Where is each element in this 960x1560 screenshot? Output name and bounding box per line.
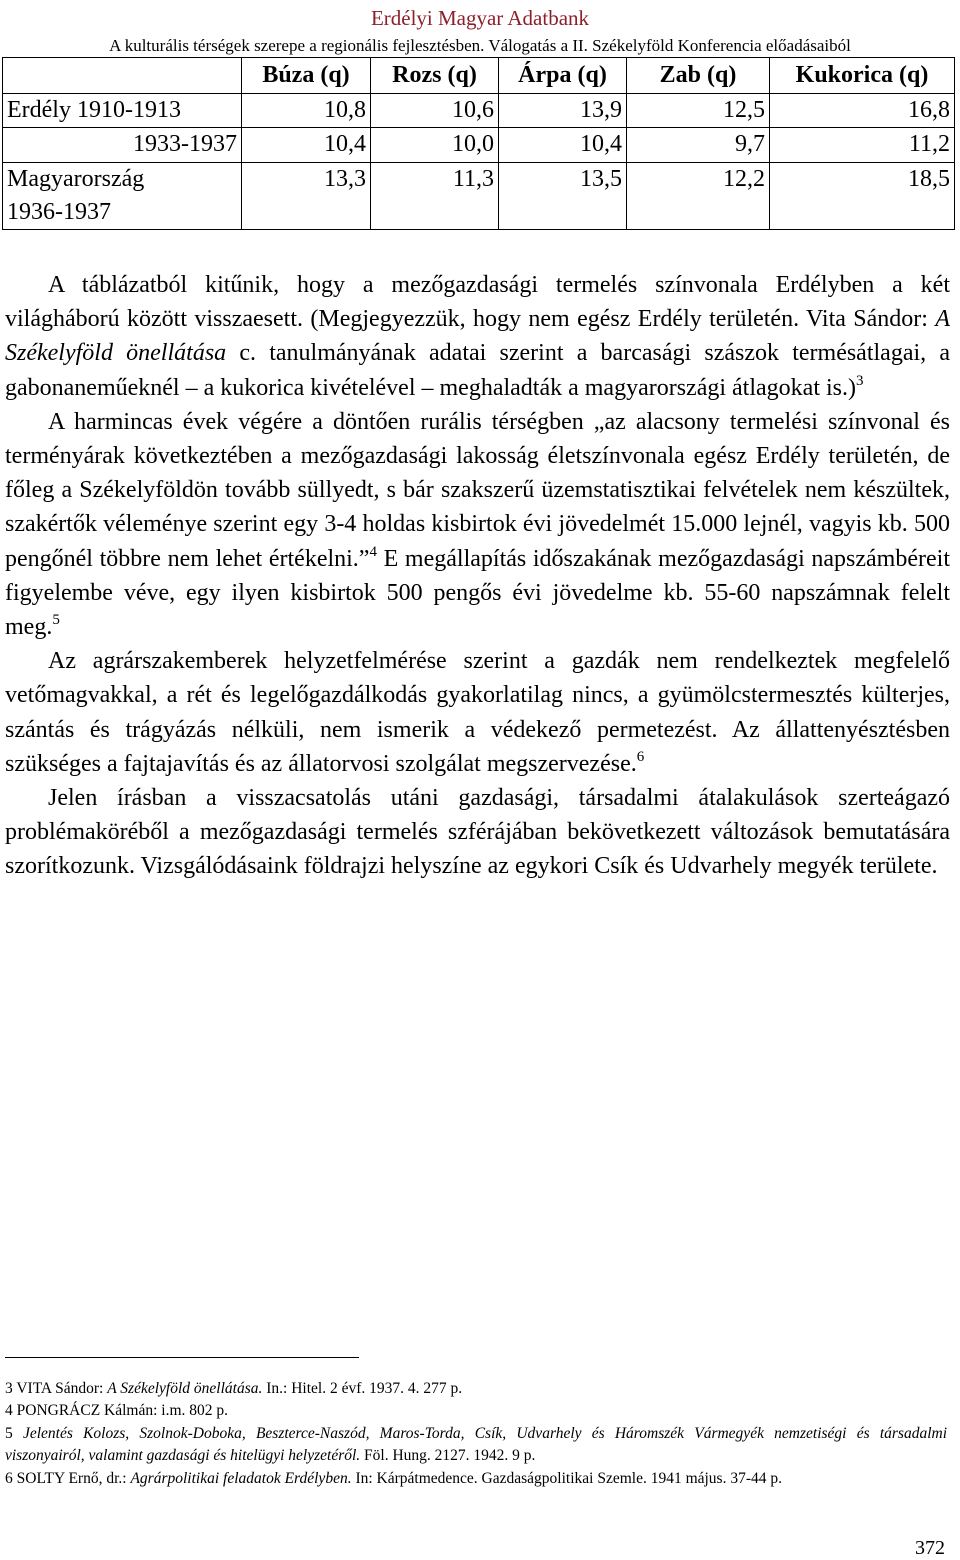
table-cell: 10,4 — [499, 128, 627, 163]
paragraph — [5, 644, 950, 781]
article-body — [5, 268, 950, 884]
table-cell: 11,3 — [371, 163, 499, 230]
column-header: Kukorica (q) — [770, 58, 955, 94]
row-label-period: 1936-1937 — [7, 199, 111, 225]
row-label: Erdély 1910-1913 — [3, 94, 242, 128]
table-cell: 18,5 — [770, 163, 955, 230]
column-header: Rozs (q) — [371, 58, 499, 94]
column-header: Árpa (q) — [499, 58, 627, 94]
footnote-title: Agrárpolitikai feladatok Erdélyben. — [130, 1469, 352, 1487]
row-label-cell — [3, 128, 242, 163]
footnote-ref[interactable]: 3 — [856, 372, 864, 389]
footnote-divider — [5, 1357, 359, 1358]
site-title: Erdélyi Magyar Adatbank — [370, 6, 590, 30]
table-cell: 10,0 — [371, 128, 499, 163]
footnote-6 — [5, 1468, 947, 1490]
paragraph-text: E megállapítás időszakának mezőgazdasági napszámbéreit figyelembe véve, egy ilyen kisbirtok 500 pengős évi jövedelme kb. 55-60 napszámnak felelt meg. — [5, 545, 950, 641]
table-cell: 10,4 — [242, 128, 371, 163]
footnote-text: In.: Hitel. 2 évf. 1937. 4. 277 p. — [262, 1380, 463, 1397]
table-cell: 10,6 — [371, 94, 499, 128]
publication-subtitle: A kulturális térségek szerepe a regionális fejlesztésben. Válogatás a II. Székelyföld Konferencia előadásaiból — [109, 36, 851, 55]
footnotes — [5, 1378, 947, 1490]
footnote-title: Jelentés Kolozs, Szolnok-Doboka, Beszterce-Naszód, Maros-Torda, Csík, Udvarhely és Háromszék Vármegyék nemzetiségi és társadalmi viszonyairól, valamint gazdasági és hitelügyi helyzetéről. — [5, 1424, 948, 1465]
paragraph-text: Az agrárszakemberek helyzetfelmérése szerint a gazdák nem rendelkeztek megfelelő vetőmagvakkal, a rét és legelőgazdálkodás gyakorlatilag nincs, a gyümölcstermesztés külterjes, szántás és trágyázás nélküli, nem ismerik a védekező permetezést. Az állattenyésztésben szükséges a fajtajavítás és az állatorvosi szolgálat megszervezése. — [5, 648, 950, 777]
paragraph-text: Jelen írásban a visszacsatolás utáni gazdasági, társadalmi átalakulások szerteágazó problémaköréből a mezőgazdasági termelés szférájában bekövetkezett változások bemutatására szorítkozunk. Vizsgálódásaink földrajzi helyszíne az egykori Csík és Udvarhely megyék területe. — [5, 785, 950, 880]
row-label: 1933-1937 — [133, 131, 237, 157]
table-corner-cell — [3, 58, 242, 94]
paragraph-text: A táblázatból kitűnik, hogy a mezőgazdasági termelés színvonala Erdélyben a két világháború között visszaesett. (Megjegyezzük, hogy nem egész Erdély területén. Vita Sándor: — [5, 272, 950, 333]
table-cell: 16,8 — [770, 94, 955, 128]
footnote-ref[interactable]: 5 — [52, 612, 60, 629]
paragraph — [5, 405, 950, 644]
table-cell: 11,2 — [770, 128, 955, 163]
paragraph-text: c. tanulmányának adatai szerint a barcasági szászok termésátlagai, a gabonaneműeknél – a kukorica kivételével – meghaladták a magyarországi átlagokat is.) — [5, 340, 950, 401]
table-cell: 10,8 — [242, 94, 371, 128]
footnote-text: 4 PONGRÁCZ Kálmán: i.m. 802 p. — [5, 1402, 229, 1420]
footnote-5 — [5, 1423, 947, 1468]
book-title: A Székelyföld önellátása — [5, 306, 950, 367]
footnote-text: 5 — [5, 1424, 23, 1442]
table-cell: 13,3 — [242, 163, 371, 230]
footnote-3 — [5, 1378, 947, 1400]
footnote-text: 3 VITA Sándor: — [5, 1380, 108, 1397]
footnote-title: A Székelyföld önellátása. — [107, 1380, 263, 1397]
table-cell: 12,5 — [627, 94, 770, 128]
paragraph-text: A harmincas évek végére a döntően rurális térségben „az alacsony termelési színvonal és terményárak következtében a mezőgazdasági lakosság életszínvonala egész Erdély területén, de főleg a Székelyföldön tovább süllyedt, s bár szakszerű üzemstatisztikai felvételek nem készültek, szakértők véleménye szerint egy 3-4 holdas kisbirtok évi jövedelmét 15.000 lejnél, vagyis kb. 500 pengőnél többre nem lehet értékelni.” — [5, 408, 950, 572]
paragraph — [5, 781, 950, 884]
table-header-row — [3, 58, 955, 94]
page-number: 372 — [915, 1537, 945, 1559]
table-row — [3, 128, 955, 163]
table-row — [3, 94, 955, 128]
paragraph — [5, 268, 950, 405]
footnote-text: 6 SOLTY Ernő, dr.: — [5, 1469, 131, 1487]
column-header: Búza (q) — [242, 58, 371, 94]
footnote-text: In: Kárpátmedence. Gazdaságpolitikai Szemle. 1941 május. 37-44 p. — [351, 1469, 783, 1487]
column-header: Zab (q) — [627, 58, 770, 94]
footnote-text: Föl. Hung. 2127. 1942. 9 p. — [360, 1447, 536, 1465]
row-label: Magyarország — [7, 166, 145, 192]
crop-yield-table — [2, 57, 955, 230]
table-cell: 9,7 — [627, 128, 770, 163]
table-cell: 13,9 — [499, 94, 627, 128]
footnote-ref[interactable]: 6 — [636, 748, 645, 765]
table-row — [3, 163, 955, 230]
table-cell: 13,5 — [499, 163, 627, 230]
table-cell: 12,2 — [627, 163, 770, 230]
footnote-ref[interactable]: 4 — [369, 543, 377, 560]
row-label-cell — [3, 163, 242, 230]
footnote-4 — [5, 1400, 947, 1422]
